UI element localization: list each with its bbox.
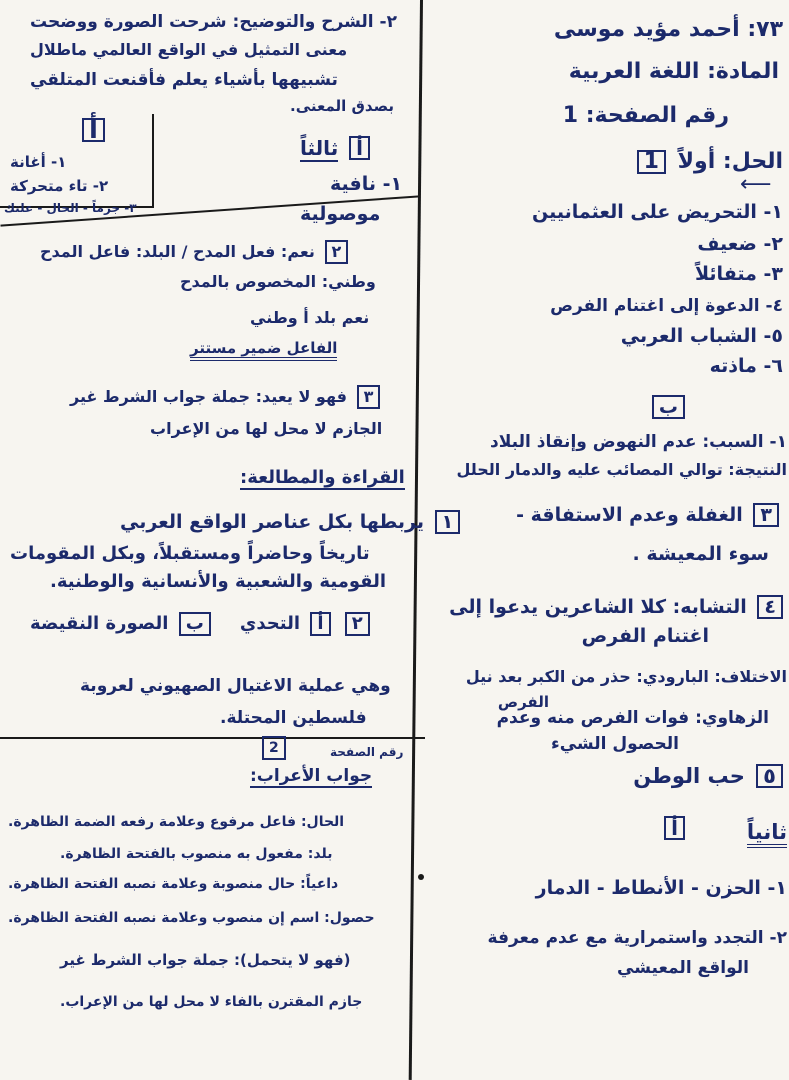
q4-line-1 [449, 595, 787, 619]
r4-b-text: الصورة النقيضة [30, 613, 169, 634]
r4-number: ٢ [345, 612, 370, 636]
t3-number: ٢ [325, 240, 349, 264]
reading-line-6: فلسطين المحتلة. [220, 708, 367, 728]
student-name: ٧٣: أحمد مؤيد موسى [553, 17, 783, 42]
q3-text-a: الغفلة وعدم الاستفاقة - [516, 504, 743, 526]
difference-line-1: الاختلاف: البارودي: حذر من الكبر بعد نيل [465, 667, 787, 686]
difference-line-3: الزهاوي: فوات الفرص منه وعدم [496, 708, 769, 728]
third-line-3 [40, 240, 352, 264]
bottom-line-6: جازم المقترن بالفاء لا محل لها من الإعراب. [60, 994, 363, 1010]
answer-item-6: ٦- ماذته [709, 355, 783, 377]
subject-line: المادة: اللغة العربية [568, 59, 779, 84]
third-line-8: الجازم لا محل لها من الإعراب [150, 419, 383, 438]
second-heading [747, 820, 787, 844]
q4-text-a: التشابه: كلا الشاعرين يدعوا إلى [449, 596, 747, 618]
difference-line-2: الفرص [497, 693, 549, 711]
column-divider [409, 0, 423, 1080]
bottom-page-label: رقم الصفحة [330, 745, 404, 759]
left-top-line-1: ٢- الشرح والتوضيح: شرحت الصورة ووضحت [30, 12, 397, 32]
answer-item-1: ١- التحريض على العثمانيين [531, 201, 783, 223]
q5-text: حب الوطن [633, 764, 745, 788]
q3-line-2: سوء المعيشة . [632, 543, 769, 565]
box-a-item-2: ٢- تاء متحركة [10, 177, 109, 195]
solution-heading [633, 150, 783, 174]
third-line-4: وطني: المخصوص بالمدح [180, 272, 376, 291]
third-line-7 [70, 385, 384, 409]
third-line-5: نعم بلد أ وطني [250, 308, 370, 327]
q3-line-1 [516, 503, 783, 527]
page-number-line: رقم الصفحة: 1 [562, 103, 729, 128]
third-line-2: موصولية [300, 203, 381, 225]
bottom-title-text: جواب الأعراب: [250, 766, 373, 786]
r4-a-text: التحدي [239, 613, 301, 634]
q5-line [633, 764, 787, 788]
answer-item-5: ٥- الشباب العربي [620, 325, 783, 347]
t7-number: ٣ [357, 385, 381, 409]
left-top-line-2: معنى التمثيل في الواقع العالمي ماطلال [30, 40, 348, 59]
left-top-line-3: تشبيهها بأشياء يعلم فأقنعت المتلقي [30, 70, 338, 90]
bottom-page-number: 2 [262, 736, 286, 760]
third-heading [300, 136, 374, 160]
box-a-item-3: ٣- جرماً - الحال - علتك [4, 201, 137, 215]
reading-line-1 [120, 510, 464, 534]
reading-line-5: وهي عملية الاغتيال الصهيوني لعروبة [80, 676, 391, 696]
third-label: ثالثاً [300, 136, 339, 160]
box-a-item-1: ١- أغانة [10, 153, 67, 171]
reason-line: ١- السبب: عدم النهوض وإنقاذ البلاد [490, 432, 787, 452]
section-b-letter: ب [652, 395, 685, 419]
arrow-icon: ⟵ [740, 172, 772, 197]
r1-text: يربطها بكل عناصر الواقع العربي [120, 511, 424, 533]
q5-number: ٥ [756, 764, 783, 788]
answer-item-3: ٣- متفائلاً [695, 263, 783, 285]
answer-item-4: ٤- الدعوة إلى اغتنام الفرص [550, 296, 783, 316]
second-box-letter: أ [664, 816, 685, 840]
third-line-6 [190, 336, 337, 360]
result-line: النتيجة: توالي المصائب عليه والدمار الحلل [456, 460, 787, 479]
r4-a-box: أ [310, 612, 330, 636]
r1-number: ١ [435, 510, 461, 534]
t3-text: نعم: فعل المدح / البلد: فاعل المدح [40, 242, 315, 261]
bottom-line-5: (فهو لا يتحمل): جملة جواب الشرط غير [60, 951, 351, 969]
box-a-letter-text: أ [82, 118, 105, 142]
left-section-divider-2 [0, 737, 425, 739]
q4-line-2: اغتنام الفرص [581, 625, 709, 647]
reading-line-4 [30, 612, 374, 636]
third-box: أ [349, 136, 370, 160]
answer-item-2: ٢- ضعيف [697, 233, 783, 255]
solution-number-box: 1 [637, 150, 666, 174]
third-line-1: ١- نافية [330, 173, 403, 195]
bullet-dot [418, 874, 424, 880]
second-box [660, 816, 689, 840]
q4-number: ٤ [757, 595, 783, 619]
bottom-title [250, 764, 372, 788]
t7-text: فهو لا يعيد: جملة جواب الشرط غير [70, 387, 347, 406]
section-b-box [648, 395, 689, 419]
reading-label: القراءة والمطالعة: [240, 467, 405, 488]
second-label: ثانياً [747, 820, 787, 848]
reading-line-3: القومية والشعبية والأنسانية والوطنية. [50, 571, 387, 592]
q3-number: ٣ [753, 503, 779, 527]
bottom-page-box [258, 736, 290, 760]
second-line-b: ٢- التجدد واستمرارية مع عدم معرفة [487, 928, 787, 948]
second-items-line: ١- الحزن - الأنطاط - الدمار [535, 877, 787, 899]
solution-label: الحل: أولاً [677, 149, 783, 174]
second-line-c: الواقع المعيشي [617, 958, 749, 978]
reading-heading [240, 466, 405, 490]
difference-line-4: الحصول الشيء [551, 734, 679, 754]
bottom-line-1: الحال: فاعل مرفوع وعلامة رفعه الضمة الظاهرة. [8, 814, 345, 830]
bottom-line-4: حصول: اسم إن منصوب وعلامة نصبه الفتحة الظاهرة. [8, 910, 375, 926]
left-top-line-4: بصدق المعنى. [290, 97, 395, 115]
box-a-letter [78, 115, 109, 145]
r4-b-box: ب [179, 612, 211, 636]
t6-text: الفاعل ضمير مستتر [190, 339, 337, 361]
reading-line-2: تاريخاً وحاضراً ومستقبلاً، وبكل المقومات [10, 543, 370, 564]
bottom-line-3: داعياً: حال منصوبة وعلامة نصبه الفتحة الظاهرة. [8, 876, 339, 892]
bottom-line-2: بلد: مفعول به منصوب بالفتحة الظاهرة. [60, 846, 333, 862]
